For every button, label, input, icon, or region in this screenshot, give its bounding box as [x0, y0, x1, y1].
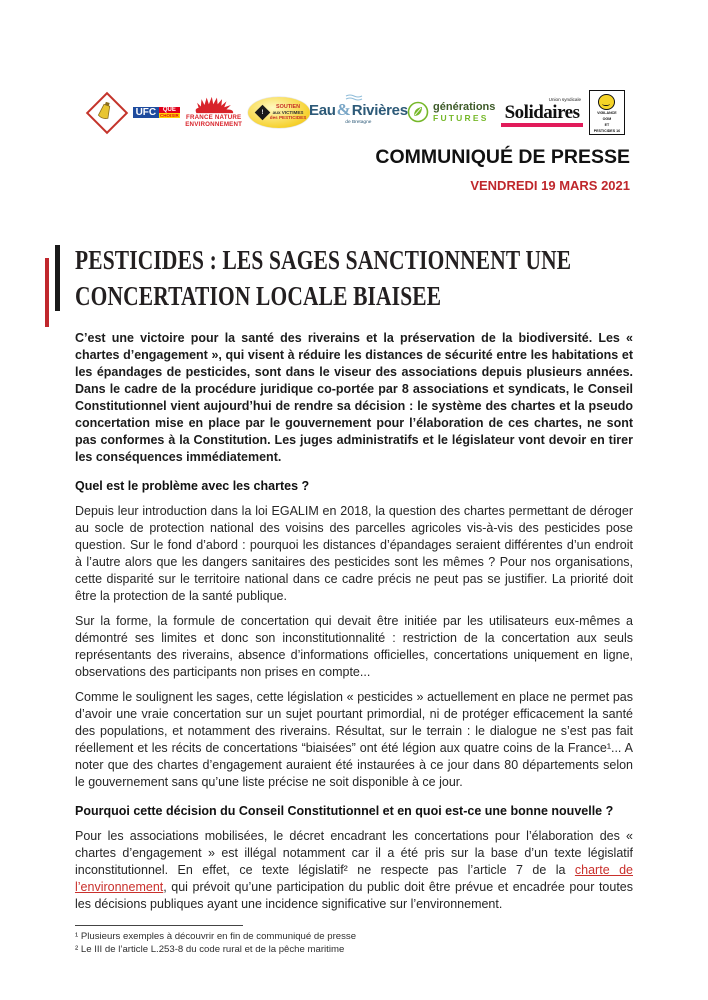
vigilance-line2: OGM: [602, 117, 612, 122]
soutien-text: [270, 104, 307, 120]
solidaires-underline: [501, 123, 583, 127]
rivieres-word: Rivières: [351, 101, 408, 119]
logo-generations-futures: [407, 101, 495, 123]
title-accent-bar-black: [55, 245, 60, 311]
generations-line1: générations: [433, 100, 496, 113]
paragraph-with-link: [75, 828, 633, 913]
footnote-separator: [75, 925, 243, 926]
soutien-line2: aux VICTIMES: [272, 110, 304, 115]
document-title-line1: PESTICIDES : LES SAGES SANCTIONNENT UNE: [75, 244, 572, 275]
fne-label-line2: ENVIRONNEMENT: [185, 121, 243, 128]
pesticide-bottle-icon: [97, 101, 113, 121]
soutien-line1: SOUTIEN: [276, 104, 300, 110]
ghs-pictogram-icon: [254, 104, 270, 120]
soutien-line3: des PESTICIDES: [269, 115, 307, 120]
paragraph-text-pre: Pour les associations mobilisées, le décret encadrant les concertations pour l’élaboration des « chartes d’engagement » est illégal notamment car il a été pris sur la base d’un texte législatif inconstitutionnel. En effet, ce texte législatif² ne respecte pas l’article 7 de la: [75, 829, 633, 877]
section-heading-chartes: Quel est le problème avec les chartes ?: [75, 479, 310, 493]
leaf-circle-icon: [407, 101, 429, 123]
generations-text: [433, 102, 495, 123]
partner-logos-row: [85, 88, 625, 136]
logo-eau-et-rivieres: [308, 99, 408, 125]
logo-france-nature-environnement: [186, 96, 242, 128]
paragraph: Sur la forme, la formule de concertation qui devait être initiée par les utilisateurs eux-mêmes a démontré ses limites et donc son inconstitutionnalité : restriction de la concertation aux seuls représentants des riverains, absence d’informations officielles, concertations uniquement en ligne, observations des participants non prises en compte...: [75, 614, 633, 679]
solidaires-wordmark: Solidaires: [504, 102, 580, 124]
vigilance-line3: ET: [604, 123, 610, 128]
document-title-line2: CONCERTATION LOCALE BIAISEE: [75, 280, 442, 311]
fne-label-line1: FRANCE NATURE: [185, 114, 242, 121]
ufc-label: UFC: [135, 106, 157, 118]
paragraph-text-post: , qui prévoit qu’une participation du public doit être prévue et encadrée pour toutes les décisions publiques ayant une incidence significative sur l’environnement.: [75, 880, 633, 911]
ufc-choisir-label: CHOISIR: [159, 112, 179, 118]
logo-vigilance-ogm-pesticides: [589, 90, 625, 135]
ufc-side: [159, 107, 180, 118]
paragraph: Comme le soulignent les sages, cette législation « pesticides » actuellement en place ne permet pas d’avoir une vraie concertation sur un sujet pourtant primordial, ni de protéger efficacement la santé des populations, et notamment des riverains. Résultat, sur le terrain : le dialogue ne s’est pas fait réellement et les récits de concertations “biaisées” ont été légion aux quatre coins de la France¹... A noter que des chartes d’engagement auraient été instaurées à ce jour dans 80 départements selon le gouvernement sans qu’une liste précise ne soit disponible à ce jour.: [75, 690, 633, 789]
solidaires-union-label: Union syndicale: [548, 97, 582, 103]
generations-line2: FUTURES: [433, 112, 489, 123]
press-header: [375, 146, 630, 193]
ufc-que-label: QUE: [159, 107, 180, 113]
charte-environnement-link[interactable]: charte de l’environnement: [75, 863, 633, 894]
section-heading-decision: Pourquoi cette décision du Conseil Constitutionnel et en quoi est-ce une bonne nouvelle ?: [75, 804, 614, 818]
logo-ufc-que-choisir: [133, 92, 180, 132]
press-release-label: COMMUNIQUÉ DE PRESSE: [375, 146, 630, 168]
logo-alerte-medecins-pesticides: [85, 91, 127, 133]
eau-rivieres-wordmark: [309, 100, 408, 120]
document-body: [75, 330, 633, 956]
waves-icon: [345, 94, 365, 102]
paragraph: Depuis leur introduction dans la loi EGALIM en 2018, la question des chartes permettant de déroger au socle de protection national des voisins des parcelles agricoles vis-à-vis des pesticides pose question. Sur le fond d’abord : pourquoi les distances d’épandages seraient différentes d’un endroit à l’autre alors que les dangers sanitaires des pesticides sont les mêmes ? Pour nos organisations, cette disparité sur le territoire national dans ce cadre précis ne peut pas se justifier. La priorité doit être la protection de la santé publique.: [75, 504, 633, 603]
vigilance-line4: PESTICIDES 16: [593, 129, 621, 134]
title-accent-bar-red: [45, 258, 49, 327]
pictogram-glyph: !: [261, 109, 264, 115]
intro-paragraph: C’est une victoire pour la santé des riverains et la préservation de la biodiversité. Les « chartes d’engagement », qui visent à réduire les distances de sécurité entre les habitations et les épandages de pesticides, sont dans le viseur des associations depuis plusieurs années. Dans le cadre de la procédure juridique co-portée par 8 associations et syndicats, le Conseil Constitutionnel vient aujourd’hui de rendre sa décision : le système des chartes et la pseudo concertation mise en place par le gouvernement pour l’élaboration de ces chartes, ne sont pas conformes à la Constitution. Les juges administratifs et le législateur vont devoir en tirer les conséquences immédiatement.: [75, 331, 633, 464]
eau-word: Eau: [308, 101, 336, 119]
press-release-date: VENDREDI 19 MARS 2021: [470, 178, 630, 193]
footnote-2: ² Le III de l’article L.253-8 du code rural et de la pêche maritime: [75, 944, 345, 955]
logo-soutien-victimes-pesticides: [248, 97, 310, 128]
hedgehog-icon: [192, 96, 236, 114]
ufc-face: [133, 107, 159, 118]
footnote-1: ¹ Plusieurs exemples à découvrir en fin de communiqué de presse: [75, 931, 357, 942]
ampersand: &: [336, 99, 351, 119]
vigilance-line1: VIGILANCE: [597, 111, 617, 116]
smiley-icon: [598, 94, 615, 110]
document-title: [75, 242, 621, 314]
eau-subtitle: de Bretagne: [345, 119, 372, 125]
logo-solidaires: [501, 97, 583, 127]
